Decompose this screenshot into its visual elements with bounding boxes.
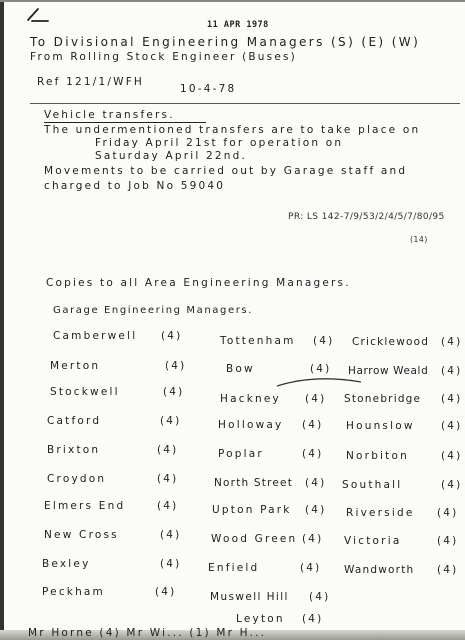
garage-count: (4) xyxy=(165,360,187,372)
garage-count: (4) xyxy=(302,613,324,625)
garage-count: (4) xyxy=(441,479,463,491)
garage-name: Camberwell xyxy=(53,330,138,342)
garage-name: Bow xyxy=(226,363,255,375)
garage-name: Elmers End xyxy=(44,500,126,512)
garage-name: Upton Park xyxy=(212,504,292,516)
garage-name: Stockwell xyxy=(50,386,120,398)
garage-count: (4) xyxy=(155,586,177,598)
body-line-4: Movements to be carried out by Garage staff and xyxy=(44,165,408,177)
subject-underline xyxy=(44,122,206,123)
left-page-edge xyxy=(0,0,4,640)
garage-name: Catford xyxy=(47,415,102,427)
margin-note-sub: (14) xyxy=(410,235,428,244)
footer-partial-line: Mr Horne (4) Mr Wi... (1) Mr H... xyxy=(28,627,267,639)
garage-count: (4) xyxy=(157,444,179,456)
garage-count: (4) xyxy=(302,533,324,545)
garage-name: Norbiton xyxy=(346,450,409,462)
garage-count: (4) xyxy=(302,419,324,431)
garage-name: Merton xyxy=(50,360,101,372)
pen-stroke xyxy=(275,372,365,390)
garage-count: (4) xyxy=(441,393,463,405)
garage-name: Brixton xyxy=(47,444,101,456)
garage-name: Holloway xyxy=(218,419,284,431)
garage-name: Hackney xyxy=(220,393,281,405)
top-page-edge xyxy=(0,0,465,2)
body-line-3: Saturday April 22nd. xyxy=(95,150,248,162)
garage-name: Southall xyxy=(342,479,403,491)
body-line-5: charged to Job No 59040 xyxy=(44,180,226,192)
garage-count: (4) xyxy=(310,363,332,375)
garage-count: (4) xyxy=(302,448,324,460)
garage-name: Leyton xyxy=(236,613,285,625)
garage-name: Cricklewood xyxy=(352,336,430,348)
garage-count: (4) xyxy=(441,365,463,377)
subject: Vehicle transfers. xyxy=(44,109,175,121)
garage-count: (4) xyxy=(309,591,331,603)
garage-count: (4) xyxy=(305,393,327,405)
garage-name: North Street xyxy=(214,477,294,489)
garage-count: (4) xyxy=(437,507,459,519)
garage-name: Victoria xyxy=(344,535,402,547)
garage-count: (4) xyxy=(313,335,335,347)
garage-count: (4) xyxy=(160,529,182,541)
garage-name: Peckham xyxy=(42,586,105,598)
body-line-1: The undermentioned transfers are to take place on xyxy=(44,124,421,136)
garage-name: Wandworth xyxy=(344,564,415,576)
garage-count: (4) xyxy=(157,500,179,512)
garage-count: (4) xyxy=(305,477,327,489)
garage-count: (4) xyxy=(305,504,327,516)
body-line-2: Friday April 21st for operation on xyxy=(95,137,344,149)
garage-name: Croydon xyxy=(47,473,107,485)
garage-name: Harrow Weald xyxy=(348,365,429,377)
from-line: From Rolling Stock Engineer (Buses) xyxy=(30,51,297,63)
garage-count: (4) xyxy=(160,558,182,570)
garage-name: Hounslow xyxy=(346,420,415,432)
garage-name: Tottenham xyxy=(220,335,296,347)
memo-date: 10-4-78 xyxy=(180,83,237,95)
garage-name: Muswell Hill xyxy=(210,591,289,603)
garage-name: Wood Green xyxy=(211,533,298,545)
header-rule xyxy=(30,103,460,104)
garage-name: Enfield xyxy=(208,562,260,574)
garage-heading: Garage Engineering Managers. xyxy=(53,305,253,316)
garage-name: Riverside xyxy=(346,507,415,519)
garage-count: (4) xyxy=(441,450,463,462)
garage-count: (4) xyxy=(300,562,322,574)
garage-count: (4) xyxy=(161,330,183,342)
copies-line: Copies to all Area Engineering Managers. xyxy=(46,277,351,289)
garage-name: New Cross xyxy=(44,529,119,541)
garage-name: Stonebridge xyxy=(344,393,422,405)
garage-count: (4) xyxy=(437,535,459,547)
garage-count: (4) xyxy=(157,473,179,485)
reference: Ref 121/1/WFH xyxy=(37,76,145,88)
garage-count: (4) xyxy=(163,386,185,398)
garage-count: (4) xyxy=(437,564,459,576)
to-line: To Divisional Engineering Managers (S) (E) (W) xyxy=(30,35,421,49)
margin-note: PR: LS 142-7/9/53/2/4/5/7/80/95 xyxy=(288,212,445,222)
garage-name: Bexley xyxy=(42,558,91,570)
date-stamp: 11 APR 1978 xyxy=(207,20,269,30)
corner-tick-mark xyxy=(26,6,52,24)
garage-count: (4) xyxy=(441,420,463,432)
garage-count: (4) xyxy=(160,415,182,427)
garage-name: Poplar xyxy=(218,448,264,460)
garage-count: (4) xyxy=(441,336,463,348)
